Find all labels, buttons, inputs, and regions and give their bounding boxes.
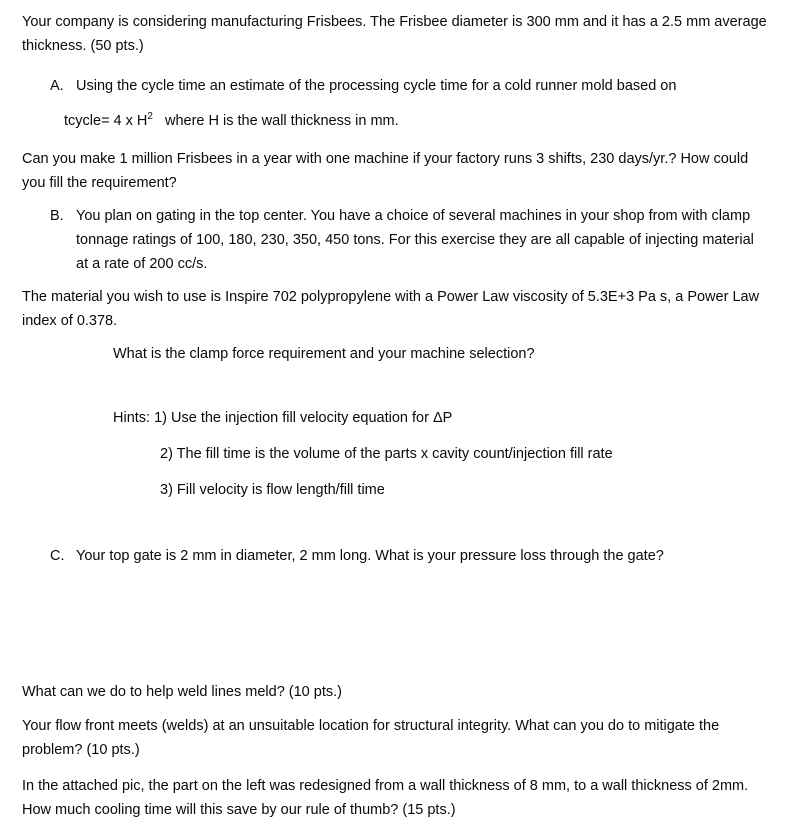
- list-item-b: [22, 204, 769, 276]
- formula-prefix: tcycle= 4 x H: [64, 113, 148, 129]
- list-item-c-text: Your top gate is 2 mm in diameter, 2 mm long. What is your pressure loss through the gate?: [76, 548, 664, 564]
- list-item-a-label: A.: [50, 78, 64, 94]
- list-item-c: [22, 544, 769, 568]
- list-item-a-text: Using the cycle time an estimate of the processing cycle time for a cold runner mold based on: [76, 78, 677, 94]
- weld-lines-question: What can we do to help weld lines meld? (10 pts.): [22, 684, 342, 700]
- list-item-b-text: You plan on gating in the top center. You have a choice of several machines in your shop from with clamp tonnage ratings of 100, 180, 230, 350, 450 tons. For this exercise they are all capable of injecting material at a rate of 200 cc/s.: [76, 208, 754, 272]
- hint-1: Hints: 1) Use the injection fill velocity equation for ΔP: [113, 410, 453, 426]
- formula-exponent: 2: [147, 111, 153, 123]
- hint-2: 2) The fill time is the volume of the parts x cavity count/injection fill rate: [160, 446, 613, 462]
- cycle-time-formula: [22, 109, 769, 133]
- list-item-b-label: B.: [50, 208, 64, 224]
- flow-front-question: Your flow front meets (welds) at an unsuitable location for structural integrity. What can you do to mitigate the problem? (10 pts.): [22, 718, 720, 758]
- hint-3: 3) Fill velocity is flow length/fill time: [160, 482, 385, 498]
- formula-suffix: where H is the wall thickness in mm.: [164, 113, 399, 129]
- intro-paragraph: Your company is considering manufacturing Frisbees. The Frisbee diameter is 300 mm and it has a 2.5 mm average thickness. (50 pts.): [22, 14, 767, 54]
- clamp-force-question: What is the clamp force requirement and your machine selection?: [113, 346, 535, 362]
- list-item-c-label: C.: [50, 548, 65, 564]
- cooling-time-question: In the attached pic, the part on the left was redesigned from a wall thickness of 8 mm, to a wall thickness of 2mm. How much cooling time will this save by our rule of thumb? (15 pts.): [22, 778, 749, 818]
- list-item-a: [22, 74, 769, 98]
- material-note-paragraph: The material you wish to use is Inspire 702 polypropylene with a Power Law viscosity of 5.3E+3 Pa s, a Power Law index of 0.378.: [22, 289, 760, 329]
- capacity-question-paragraph: Can you make 1 million Frisbees in a year with one machine if your factory runs 3 shifts, 230 days/yr.? How could you fill the requirement?: [22, 151, 749, 191]
